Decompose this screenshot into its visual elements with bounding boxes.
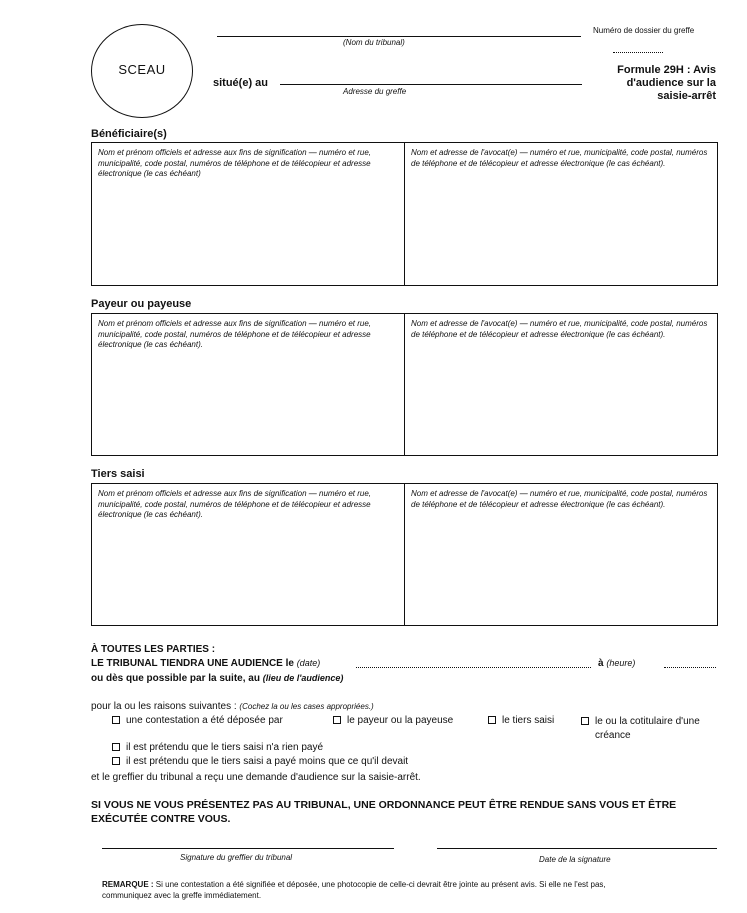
clerk-request-text: et le greffier du tribunal a reçu une demande d'audience sur la saisie-arrêt. [91, 772, 421, 783]
remark [102, 879, 727, 901]
file-number-label: Numéro de dossier du greffe [593, 26, 695, 35]
payor-box [91, 313, 718, 456]
hearing-date-field[interactable] [356, 667, 591, 668]
nothing-owed-checkbox[interactable] [112, 743, 120, 751]
situated-label: situé(e) au [213, 77, 269, 89]
file-number-field[interactable] [613, 52, 663, 53]
signature-date-line[interactable] [437, 848, 717, 849]
place-label: (lieu de l'audience) [262, 673, 344, 683]
payor-checkbox[interactable] [333, 716, 341, 724]
beneficiary-name-hint: Nom et prénom officiels et adresse aux fins de signification — numéro et rue, municipalité, code postal, numéros de téléphone et de télécopieur et adresse électronique (le cas échéant) [98, 148, 372, 178]
option-nothing-owed[interactable] [112, 742, 323, 753]
garnishee-lawyer-hint: Nom et adresse de l'avocat(e) — numéro et rue, municipalité, code postal, numéros de téléphone et de télécopieur et adresse électronique (le cas échéant). [411, 489, 708, 509]
reasons-intro: pour la ou les raisons suivantes : [91, 701, 237, 712]
payor-lawyer-hint: Nom et adresse de l'avocat(e) — numéro et rue, municipalité, code postal, numéros de téléphone et de télécopieur et adresse électronique (le cas échéant). [411, 319, 708, 339]
hearing-date-row [91, 658, 320, 669]
option-payor[interactable] [333, 715, 453, 726]
beneficiary-name-field[interactable] [92, 143, 405, 285]
remark-line2: communiquez avec la greffe immédiatement. [102, 891, 262, 900]
beneficiary-section-title: Bénéficiaire(s) [91, 128, 167, 140]
remark-line1: Si une contestation a été signifiée et déposée, une photocopie de celle-ci devrait être jointe au présent avis. Si elle ne l'est pas, [155, 880, 606, 889]
payor-option-label: le payeur ou la payeuse [347, 715, 454, 726]
paid-less-label: il est prétendu que le tiers saisi a payé moins que ce qu'il devait [126, 756, 409, 767]
clerk-signature-caption: Signature du greffier du tribunal [180, 853, 293, 862]
hearing-place-row [91, 673, 343, 684]
option-contestation[interactable] [112, 715, 283, 726]
reasons-hint: (Cochez la ou les cases appropriées.) [239, 702, 374, 711]
option-paid-less[interactable] [112, 756, 408, 767]
beneficiary-lawyer-field[interactable] [405, 143, 717, 285]
clerk-signature-line[interactable] [102, 848, 394, 849]
paid-less-checkbox[interactable] [112, 757, 120, 765]
garnishee-checkbox[interactable] [488, 716, 496, 724]
warning-line2: EXÉCUTÉE CONTRE VOUS. [91, 813, 231, 825]
court-name-line[interactable] [217, 36, 581, 37]
payor-section-title: Payeur ou payeuse [91, 298, 192, 310]
seal-label: SCEAU [118, 62, 166, 77]
contestation-checkbox[interactable] [112, 716, 120, 724]
court-name-caption: (Nom du tribunal) [343, 38, 405, 47]
garnishee-box [91, 483, 718, 626]
remark-label: REMARQUE : [102, 880, 154, 889]
beneficiary-box [91, 142, 718, 286]
date-label: (date) [296, 658, 321, 668]
at-text: à [598, 658, 604, 669]
reasons-row [91, 701, 374, 712]
hearing-time-field[interactable] [664, 667, 716, 668]
payor-name-hint: Nom et prénom officiels et adresse aux fins de signification — numéro et rue, municipalité, code postal, numéros de téléphone et de télécopieur et adresse électronique (le cas échéant). [98, 319, 372, 349]
seal-stamp-area [91, 24, 193, 118]
contestation-label: une contestation a été déposée par [126, 715, 283, 726]
payor-name-field[interactable] [92, 314, 405, 455]
signature-date-caption: Date de la signature [539, 855, 611, 864]
beneficiary-lawyer-hint: Nom et adresse de l'avocat(e) — numéro et rue, municipalité, code postal, numéros de téléphone et de télécopieur et adresse électronique (le cas échéant). [411, 148, 708, 168]
form-title-line3: saisie-arrêt [657, 90, 716, 102]
payor-lawyer-field[interactable] [405, 314, 717, 455]
court-address-caption: Adresse du greffe [343, 87, 407, 96]
garnishee-name-hint: Nom et prénom officiels et adresse aux fins de signification — numéro et rue, municipalité, code postal, numéros de téléphone et de télécopieur et adresse électronique (le cas échéant). [98, 489, 372, 519]
cocreditor-checkbox[interactable] [581, 717, 589, 725]
warning-line1: SI VOUS NE VOUS PRÉSENTEZ PAS AU TRIBUNAL, UNE ORDONNANCE PEUT ÊTRE RENDUE SANS VOUS ET ÊTRE [91, 799, 677, 811]
or-asap-text: ou dès que possible par la suite, au [91, 673, 260, 684]
cocreditor-label-line1: le ou la cotitulaire d'une [595, 716, 700, 727]
form-title-line1: Formule 29H : Avis [617, 64, 716, 76]
court-address-line[interactable] [280, 84, 582, 85]
form-title-line2: d'audience sur la [626, 77, 716, 89]
garnishee-lawyer-field[interactable] [405, 484, 717, 625]
at-label [598, 658, 635, 669]
nothing-owed-label: il est prétendu que le tiers saisi n'a rien payé [126, 742, 324, 753]
hearing-text: LE TRIBUNAL TIENDRA UNE AUDIENCE le [91, 658, 294, 669]
garnishee-section-title: Tiers saisi [91, 468, 145, 480]
option-garnishee[interactable] [488, 715, 554, 726]
time-label: (heure) [606, 658, 636, 668]
option-cocreditor[interactable] [581, 715, 700, 743]
to-all-parties-heading: À TOUTES LES PARTIES : [91, 644, 216, 655]
form-title [590, 64, 716, 103]
cocreditor-label-line2: créance [595, 730, 631, 741]
garnishee-option-label: le tiers saisi [502, 715, 555, 726]
garnishee-name-field[interactable] [92, 484, 405, 625]
